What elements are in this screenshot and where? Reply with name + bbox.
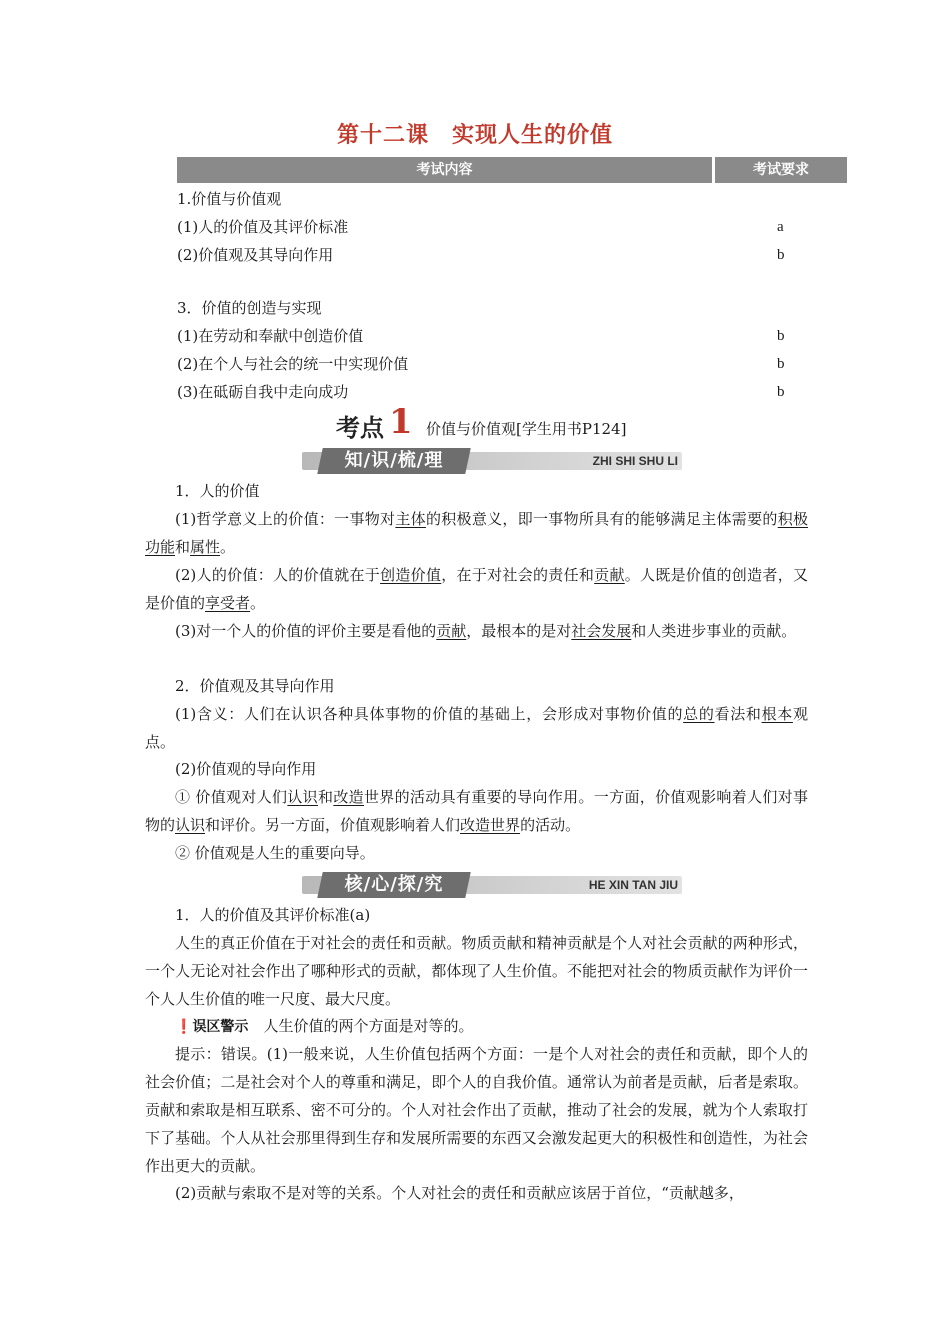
text-segment: 的积极意义，即一事物所具有的能够满足主体需要的 bbox=[425, 510, 778, 528]
text-segment: 和 bbox=[318, 788, 334, 806]
row-text: (1)在劳动和奉献中创造价值 bbox=[177, 327, 364, 345]
text-segment: 。 bbox=[250, 594, 266, 612]
banner-title: 核/心/探/究 bbox=[344, 874, 444, 895]
row-level: b bbox=[777, 328, 785, 344]
text-segment: (1)哲学意义上的价值：一事物对 bbox=[175, 510, 396, 528]
underlined-term: 属性 bbox=[190, 538, 221, 556]
text-segment: 观点。 bbox=[145, 705, 808, 751]
row-text: (3)在砥砺自我中走向成功 bbox=[177, 383, 349, 401]
kaodian-label: 考点 bbox=[336, 414, 384, 442]
text-segment: 。 bbox=[220, 538, 236, 556]
knowledge-para-2 bbox=[145, 561, 808, 617]
row-text: (2)在个人与社会的统一中实现价值 bbox=[177, 355, 409, 373]
underlined-term: 贡献 bbox=[594, 566, 625, 584]
row-text: 1.价值与价值观 bbox=[177, 190, 282, 208]
core-heading-1: 1．人的价值及其评价标准(a) bbox=[175, 906, 371, 924]
text-segment: (1)含义：人们在认识各种具体事物的价值的基础上，会形成对事物价值的 bbox=[175, 705, 684, 723]
core-para-2: 提示：错误。(1)一般来说，人生价值包括两个方面：一是个人对社会的责任和贡献，即个人的社会价值；二是社会对个人的尊重和满足，即个人的自我价值。通常认为前者是贡献，后者是索取。贡献和索取是相互联系、密不可分的。个人对社会作出了贡献，推动了社会的发展，就为个人索取打下了基础。个人从社会那里得到生存和发展所需要的东西又会激发起更大的积极性和创造性，为社会作出更大的贡献。 bbox=[145, 1045, 808, 1175]
kaodian-heading bbox=[0, 402, 950, 442]
section-banner-core bbox=[302, 872, 682, 898]
text-segment: 和人类进步事业的贡献。 bbox=[631, 622, 797, 640]
row-level: b bbox=[777, 247, 785, 263]
table-row bbox=[177, 242, 847, 268]
warning-icon: ❗ bbox=[175, 1019, 193, 1035]
core-para-3: (2)贡献与索取不是对等的关系。个人对社会的责任和贡献应该居于首位，“贡献越多， bbox=[175, 1184, 744, 1202]
knowledge-para-1 bbox=[145, 505, 808, 561]
text-segment: 和评价。另一方面，价值观影响着人们 bbox=[205, 816, 461, 834]
underlined-term: 认识 bbox=[175, 816, 206, 834]
knowledge-heading-2: 2．价值观及其导向作用 bbox=[175, 677, 335, 695]
warning-label: 误区警示 bbox=[192, 1019, 249, 1035]
table-row bbox=[177, 323, 847, 349]
misconception-warning bbox=[145, 1012, 808, 1041]
banner-pinyin: HE XIN TAN JIU bbox=[588, 878, 678, 892]
core-para-1: 人生的真正价值在于对社会的责任和贡献。物质贡献和精神贡献是个人对社会贡献的两种形式，一个人无论对社会作出了哪种形式的贡献，都体现了人生价值。不能把对社会的物质贡献作为评价一个人人生价值的唯一尺度、最大尺度。 bbox=[145, 934, 808, 1008]
row-text: 3．价值的创造与实现 bbox=[177, 299, 322, 317]
text-segment: (3)对一个人的价值的评价主要是看他的 bbox=[175, 622, 437, 640]
underlined-term: 享受者 bbox=[205, 594, 251, 612]
underlined-term: 社会发展 bbox=[571, 622, 632, 640]
knowledge-para-6 bbox=[145, 783, 808, 839]
kaodian-number: 1 bbox=[389, 402, 413, 442]
underlined-term: 总的 bbox=[683, 705, 715, 723]
row-text: (1)人的价值及其评价标准 bbox=[177, 218, 349, 236]
header-requirement: 考试要求 bbox=[715, 157, 847, 183]
banner-title: 知/识/梳/理 bbox=[344, 450, 444, 471]
warning-text: 人生价值的两个方面是对等的。 bbox=[263, 1017, 474, 1035]
knowledge-para-3 bbox=[145, 617, 808, 645]
banner-pinyin: ZHI SHI SHU LI bbox=[592, 454, 678, 468]
text-segment: ，最根本的是对 bbox=[466, 622, 572, 640]
underlined-term: 贡献 bbox=[436, 622, 467, 640]
text-segment: 看法和 bbox=[714, 705, 762, 723]
table-row bbox=[177, 295, 847, 321]
text-segment: 世界的活动具有重要的导向作用。一方面，价值观影响着人们对事物的 bbox=[145, 788, 808, 834]
underlined-term: 积极功能 bbox=[145, 510, 808, 556]
underlined-term: 改造 bbox=[333, 788, 364, 806]
section-banner-knowledge bbox=[302, 448, 682, 474]
knowledge-heading-1: 1．人的价值 bbox=[175, 482, 260, 500]
underlined-term: 改造世界 bbox=[460, 816, 521, 834]
table-row bbox=[177, 379, 847, 405]
exam-table-header bbox=[177, 157, 847, 183]
underlined-term: 根本 bbox=[761, 705, 793, 723]
text-segment: 。人既是价值的创造者，又是价值的 bbox=[145, 566, 808, 612]
row-level: a bbox=[777, 219, 784, 235]
knowledge-para-7: ② 价值观是人生的重要向导。 bbox=[175, 844, 375, 862]
text-segment: ① 价值观对人们 bbox=[175, 788, 288, 806]
table-row bbox=[177, 351, 847, 377]
text-segment: 和 bbox=[175, 538, 191, 556]
knowledge-para-5: (2)价值观的导向作用 bbox=[175, 760, 317, 778]
underlined-term: 认识 bbox=[287, 788, 318, 806]
underlined-term: 创造价值 bbox=[380, 566, 442, 584]
row-text: (2)价值观及其导向作用 bbox=[177, 246, 334, 264]
table-row bbox=[177, 214, 847, 240]
text-segment: 的活动。 bbox=[520, 816, 581, 834]
knowledge-para-4 bbox=[145, 700, 808, 756]
lesson-title: 第十二课 实现人生的价值 bbox=[336, 122, 613, 148]
row-level: b bbox=[777, 356, 785, 372]
kaodian-subtitle: 价值与价值观[学生用书P124] bbox=[426, 420, 627, 438]
table-row bbox=[177, 186, 847, 212]
header-content: 考试内容 bbox=[177, 157, 712, 183]
text-segment: (2)人的价值：人的价值就在于 bbox=[175, 566, 381, 584]
text-segment: ，在于对社会的责任和 bbox=[441, 566, 595, 584]
row-level: b bbox=[777, 384, 785, 400]
underlined-term: 主体 bbox=[395, 510, 426, 528]
